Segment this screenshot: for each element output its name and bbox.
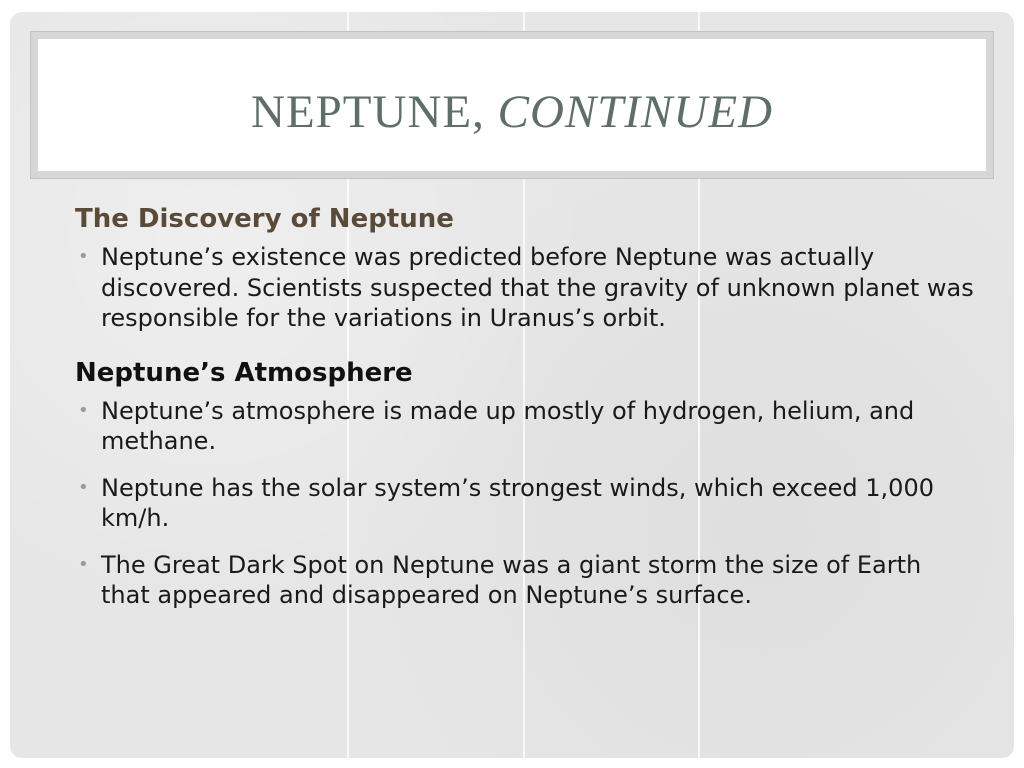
title-main: NEPTUNE,	[251, 86, 498, 138]
bullet-item	[75, 396, 975, 457]
bullet-item	[75, 242, 975, 334]
bullet-marker: •	[78, 399, 89, 421]
bullet-text: Neptune’s atmosphere is made up mostly of hydrogen, helium, and methane.	[101, 396, 915, 455]
bullet-item	[75, 473, 975, 534]
title-italic: CONTINUED	[497, 86, 773, 138]
bullet-marker: •	[78, 246, 89, 267]
bullet-text: The Great Dark Spot on Neptune was a giant storm the size of Earth that appeared and disappeared on Neptune’s surface.	[101, 550, 922, 609]
title-frame	[31, 32, 993, 178]
bullet-marker: •	[78, 553, 89, 575]
section-heading-discovery: The Discovery of Neptune	[75, 204, 454, 234]
bullet-item	[75, 550, 975, 611]
bullet-marker: •	[78, 476, 89, 498]
section-heading-atmosphere: Neptune’s Atmosphere	[75, 357, 413, 388]
slide-body	[75, 202, 975, 611]
bullet-text: Neptune’s existence was predicted before Neptune was actually discovered. Scientists suspected that the gravity of unknown planet was responsible for the variations in Uranus’s orbit.	[101, 243, 974, 332]
bullet-text: Neptune has the solar system’s strongest winds, which exceed 1,000 km/h.	[101, 473, 934, 532]
slide	[10, 12, 1014, 758]
slide-title	[38, 85, 986, 139]
